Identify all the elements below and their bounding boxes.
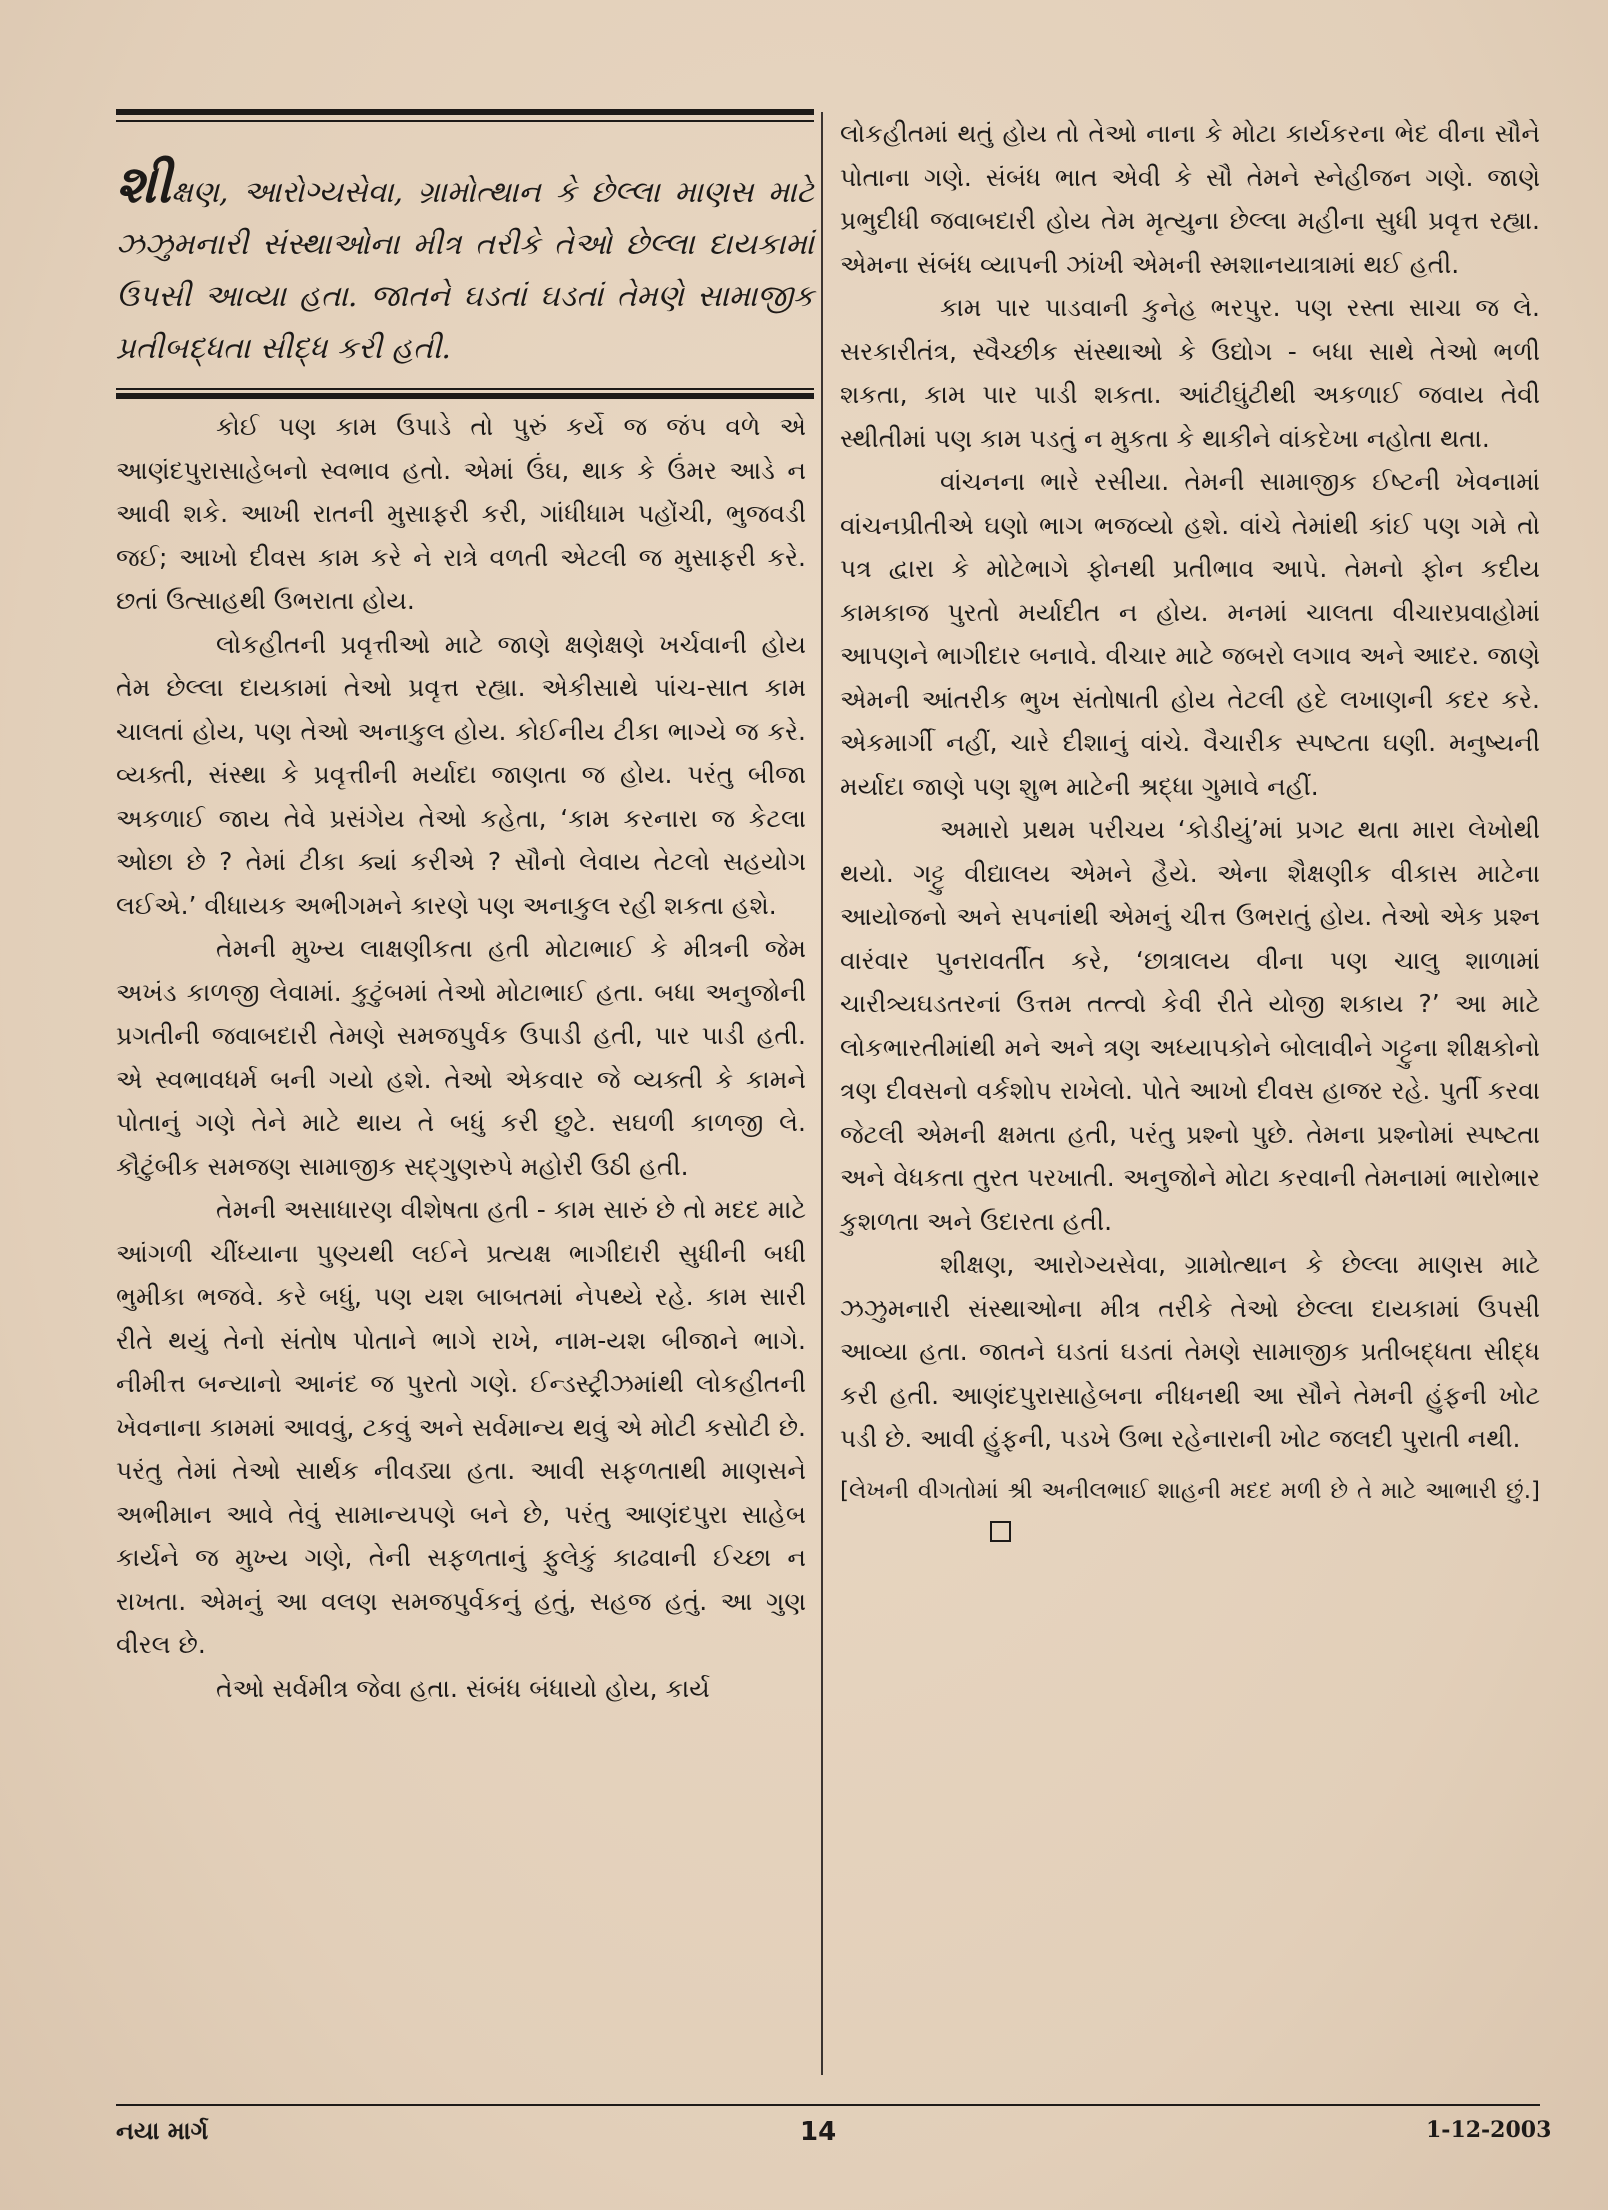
end-mark-icon	[990, 1521, 1011, 1542]
acknowledgement-note	[840, 1471, 1540, 1551]
left-column	[116, 405, 806, 1710]
pullquote-top-thin-rule	[116, 120, 814, 122]
paragraph: વાંચનના ભારે રસીયા. તેમની સામાજીક ઈષ્ટની ખેવનામાં વાંચનપ્રીતીએ ઘણો ભાગ ભજવ્યો હશે. વાંચે તેમાંથી કાંઈ પણ ગમે તો પત્ર દ્વારા કે મોટેભાગે ફોનથી પ્રતીભાવ આપે. તેમનો ફોન કદીય કામકાજ પુરતો મર્યાદીત ન હોય. મનમાં ચાલતા વીચારપ્રવાહોમાં આપણને ભાગીદાર બનાવે. વીચાર માટે જબરો લગાવ અને આદર. જાણે એમની આંતરીક ભુખ સંતોષાતી હોય તેટલી હદે લખાણની કદર કરે. એકમાર્ગી નહીં, ચારે દીશાનું વાંચે. વૈચારીક સ્પષ્ટતા ઘણી. મનુષ્યની મર્યાદા જાણે પણ શુભ માટેની શ્રદ્ધા ગુમાવે નહીં.	[840, 467, 1540, 801]
paragraph: તેઓ સર્વમીત્ર જેવા હતા. સંબંધ બંધાયો હોય, કાર્ય	[216, 1673, 710, 1703]
paragraph: કોઈ પણ કામ ઉપાડે તો પુરું કર્યે જ જંપ વળે એ આણંદપુરાસાહેબનો સ્વભાવ હતો. એમાં ઉંઘ, થાક કે ઉંમર આડે ન આવી શકે. આખી રાતની મુસાફરી કરી, ગાંધીધામ પહોંચી, ભુજવડી જઈ; આખો દીવસ કામ કરે ને રાત્રે વળતી એટલી જ મુસાફરી કરે. છતાં ઉત્સાહથી ઉભરાતા હોય.	[116, 412, 806, 615]
footer-page-number: 14	[800, 2117, 837, 2147]
column-divider	[821, 112, 823, 2075]
paragraph: લોકહીતની પ્રવૃત્તીઓ માટે જાણે ક્ષણેક્ષણે ખર્ચવાની હોય તેમ છેલ્લા દાયકામાં તેઓ પ્રવૃત્ત રહ્યા. એકીસાથે પાંચ-સાત કામ ચાલતાં હોય, પણ તેઓ અનાકુલ હોય. કોઈનીય ટીકા ભાગ્યે જ કરે. વ્યક્તી, સંસ્થા કે પ્રવૃત્તીની મર્યાદા જાણતા જ હોય. પરંતુ બીજા અકળાઈ જાય તેવે પ્રસંગેય તેઓ કહેતા, ‘કામ કરનારા જ કેટલા ઓછા છે ? તેમાં ટીકા ક્યાં કરીએ ? સૌનો લેવાય તેટલો સહયોગ લઈએ.’ વીધાયક અભીગમને કારણે પણ અનાકુલ રહી શકતા હશે.	[116, 629, 806, 920]
pullquote-text: ક્ષણ, આરોગ્યસેવા, ગ્રામોત્થાન કે છેલ્લા માણસ માટે ઝઝુમનારી સંસ્થાઓના મીત્ર તરીકે તેઓ છેલ્લા દાયકામાં ઉપસી આવ્યા હતા. જાતને ઘડતાં ઘડતાં તેમણે સામાજીક પ્રતીબદ્ધતા સીદ્ધ કરી હતી.	[116, 175, 814, 366]
pullquote-top-rule	[116, 109, 814, 115]
paragraph: તેમની મુખ્ય લાક્ષણીકતા હતી મોટાભાઈ કે મીત્રની જેમ અખંડ કાળજી લેવામાં. કુટુંબમાં તેઓ મોટાભાઈ હતા. બધા અનુજોની પ્રગતીની જવાબદારી તેમણે સમજપુર્વક ઉપાડી હતી, પાર પાડી હતી. એ સ્વભાવધર્મ બની ગયો હશે. તેઓ એકવાર જે વ્યક્તી કે કામને પોતાનું ગણે તેને માટે થાય તે બધું કરી છુટે. સઘળી કાળજી લે. કૌટુંબીક સમજણ સામાજીક સદ્ગુણરુપે મહોરી ઉઠી હતી.	[116, 934, 806, 1181]
right-column	[840, 112, 1540, 1551]
footer-magazine-name: નયા માર્ગ	[116, 2117, 209, 2145]
pullquote	[116, 154, 814, 375]
paragraph: લોકહીતમાં થતું હોય તો તેઓ નાના કે મોટા કાર્યકરના ભેદ વીના સૌને પોતાના ગણે. સંબંધ ભાત એવી કે સૌ તેમને સ્નેહીજન ગણે. જાણે પ્રભુદીધી જવાબદારી હોય તેમ મૃત્યુના છેલ્લા મહીના સુધી પ્રવૃત્ત રહ્યા. એમના સંબંધ વ્યાપની ઝાંખી એમની સ્મશાનયાત્રામાં થઈ હતી.	[840, 119, 1540, 279]
pullquote-bottom-rule	[116, 393, 814, 399]
pullquote-bottom-thin-rule	[116, 388, 814, 390]
paragraph: તેમની અસાધારણ વીશેષતા હતી - કામ સારું છે તો મદદ માટે આંગળી ચીંધ્યાના પુણ્યથી લઈને પ્રત્યક્ષ ભાગીદારી સુધીની બધી ભુમીકા ભજવે. કરે બધું, પણ યશ બાબતમાં નેપથ્યે રહે. કામ સારી રીતે થયું તેનો સંતોષ પોતાને ભાગે રાખે, નામ-યશ બીજાને ભાગે. નીમીત્ત બન્યાનો આનંદ જ પુરતો ગણે. ઈન્ડસ્ટ્રીઝમાંથી લોકહીતની ખેવનાના કામમાં આવવું, ટકવું અને સર્વમાન્ય થવું એ મોટી કસોટી છે. પરંતુ તેમાં તેઓ સાર્થક નીવડ્યા હતા. આવી સફળતાથી માણસને અભીમાન આવે તેવું સામાન્યપણે બને છે, પરંતુ આણંદપુરા સાહેબ કાર્યને જ મુખ્ય ગણે, તેની સફળતાનું ફુલેકું કાઢવાની ઈચ્છા ન રાખતા. એમનું આ વલણ સમજપુર્વકનું હતું, સહજ હતું. આ ગુણ વીરલ છે.	[116, 1195, 806, 1659]
footer-rule	[116, 2104, 1540, 2106]
footer-date: 1-12-2003	[1426, 2117, 1552, 2143]
paragraph: કામ પાર પાડવાની કુનેહ ભરપુર. પણ રસ્તા સાચા જ લે. સરકારીતંત્ર, સ્વૈચ્છીક સંસ્થાઓ કે ઉદ્યોગ - બધા સાથે તેઓ ભળી શકતા, કામ પાર પાડી શકતા. આંટીઘુંટીથી અકળાઈ જવાય તેવી સ્થીતીમાં પણ કામ પડતું ન મુકતા કે થાકીને વાંકદેખા નહોતા થતા.	[840, 293, 1540, 453]
pullquote-dropcap: શી	[116, 154, 171, 215]
paragraph: અમારો પ્રથમ પરીચય ‘કોડીયું’માં પ્રગટ થતા મારા લેખોથી થયો. ગટ્ટુ વીદ્યાલય એમને હૈયે. એના શૈક્ષણીક વીકાસ માટેના આયોજનો અને સપનાંથી એમનું ચીત્ત ઉભરાતું હોય. તેઓ એક પ્રશ્ન વારંવાર પુનરાવર્તીત કરે, ‘છાત્રાલય વીના પણ ચાલુ શાળામાં ચારીત્ર્યઘડતરનાં ઉત્તમ તત્ત્વો કેવી રીતે યોજી શકાય ?’ આ માટે લોકભારતીમાંથી મને અને ત્રણ અધ્યાપકોને બોલાવીને ગટ્ટુના શીક્ષકોનો ત્રણ દીવસનો વર્કશોપ રાખેલો. પોતે આખો દીવસ હાજર રહે. પુર્તી કરવા જેટલી એમની ક્ષમતા હતી, પરંતુ પ્રશ્નો પુછે. તેમના પ્રશ્નોમાં સ્પષ્ટતા અને વેધકતા તુરત પરખાતી. અનુજોને મોટા કરવાની તેમનામાં ભારોભાર કુશળતા અને ઉદારતા હતી.	[840, 815, 1540, 1236]
note-text: [લેખની વીગતોમાં શ્રી અનીલભાઈ શાહની મદદ મળી છે તે માટે આભારી છું.]	[840, 1477, 1540, 1504]
paragraph: શીક્ષણ, આરોગ્યસેવા, ગ્રામોત્થાન કે છેલ્લા માણસ માટે ઝઝુમનારી સંસ્થાઓના મીત્ર તરીકે તેઓ છેલ્લા દાયકામાં ઉપસી આવ્યા હતા. જાતને ઘડતાં ઘડતાં તેમણે સામાજીક પ્રતીબદ્ધતા સીદ્ધ કરી હતી. આણંદપુરાસાહેબના નીધનથી આ સૌને તેમની હુંફની ખોટ પડી છે. આવી હુંફની, પડખે ઉભા રહેનારાની ખોટ જલદી પુરાતી નથી.	[840, 1250, 1540, 1453]
